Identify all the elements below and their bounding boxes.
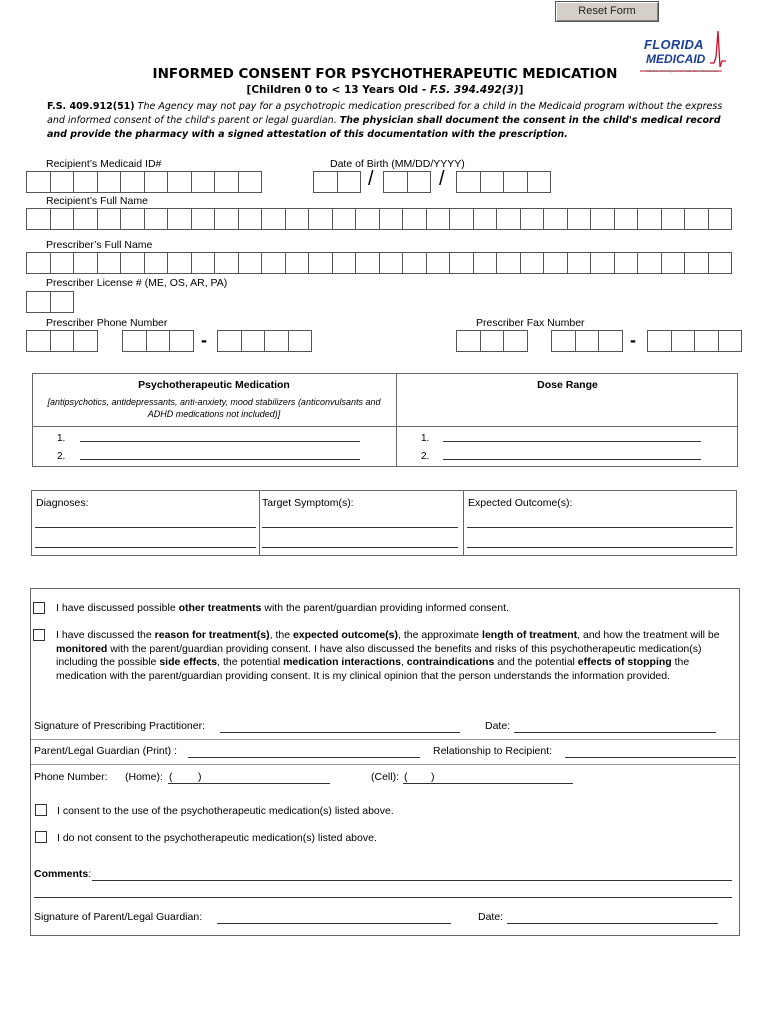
- char-box[interactable]: [308, 208, 333, 230]
- char-box[interactable]: [473, 208, 498, 230]
- char-box[interactable]: [551, 330, 576, 352]
- comments-word: Comments: [34, 868, 89, 880]
- char-box[interactable]: [191, 208, 216, 230]
- p2-o: and the potential: [494, 656, 578, 668]
- char-box[interactable]: [238, 252, 263, 274]
- fax-line-field[interactable]: [647, 330, 741, 352]
- char-box[interactable]: [614, 252, 639, 274]
- p2-b: reason for treatment(s): [154, 629, 270, 641]
- medicaid-id-label: Recipient’s Medicaid ID#: [46, 158, 162, 170]
- comments-input-1[interactable]: [92, 880, 732, 881]
- phone-label: Prescriber Phone Number: [46, 317, 168, 329]
- p2-q: the medication with the parent/guardian providing consent. It is my clinical opinion that the person understands the information provided.: [56, 656, 690, 682]
- statute-code: F.S. 409.912(51): [47, 101, 135, 112]
- char-box[interactable]: [214, 171, 239, 193]
- guardian-signature-input[interactable]: [217, 923, 451, 924]
- diagnoses-divider-1: [259, 490, 260, 556]
- char-box[interactable]: [332, 252, 357, 274]
- dose-2-input[interactable]: [443, 459, 701, 460]
- char-box[interactable]: [575, 330, 600, 352]
- char-box[interactable]: [402, 252, 427, 274]
- guardian-date-label: Date:: [478, 911, 504, 923]
- char-box[interactable]: [167, 208, 192, 230]
- char-box[interactable]: [26, 171, 51, 193]
- target-symptoms-label: Target Symptom(s):: [262, 497, 354, 509]
- char-box[interactable]: [402, 208, 427, 230]
- char-box[interactable]: [144, 208, 169, 230]
- dob-year-field[interactable]: [456, 171, 550, 193]
- p1-a: I have discussed possible: [56, 602, 179, 614]
- char-box[interactable]: [214, 208, 239, 230]
- dob-slash-1: /: [368, 168, 374, 190]
- outcome-2-input[interactable]: [467, 547, 733, 548]
- char-box[interactable]: [217, 330, 242, 352]
- p2-g: , and how the treatment will be: [577, 629, 720, 641]
- other-treatments-checkbox[interactable]: [33, 602, 45, 614]
- dose-row-1-number: 1.: [421, 433, 430, 444]
- fax-label: Prescriber Fax Number: [476, 317, 585, 329]
- diagnoses-label: Diagnoses:: [36, 497, 89, 509]
- p2-a: I have discussed the: [56, 629, 155, 641]
- license-type-field[interactable]: [26, 291, 73, 313]
- fax-prefix-field[interactable]: [551, 330, 622, 352]
- char-box[interactable]: [671, 330, 696, 352]
- divider: [31, 739, 739, 740]
- char-box[interactable]: [122, 330, 147, 352]
- char-box[interactable]: [520, 252, 545, 274]
- char-box[interactable]: [503, 330, 528, 352]
- char-box[interactable]: [241, 330, 266, 352]
- char-box[interactable]: [144, 171, 169, 193]
- p1-b: other treatments: [178, 602, 262, 614]
- subtitle-suffix: ]: [518, 84, 524, 96]
- p2-c: , the: [269, 629, 293, 641]
- p2-p: effects of stopping: [577, 656, 672, 668]
- char-box[interactable]: [214, 252, 239, 274]
- char-box[interactable]: [355, 252, 380, 274]
- home-phone-input[interactable]: [168, 783, 330, 784]
- guardian-print-input[interactable]: [188, 757, 420, 758]
- char-box[interactable]: [694, 330, 719, 352]
- char-box[interactable]: [684, 252, 709, 274]
- char-box[interactable]: [355, 208, 380, 230]
- char-box[interactable]: [456, 330, 481, 352]
- p2-n: contraindications: [406, 656, 495, 668]
- subtitle-prefix: [Children 0 to < 13 Years Old -: [246, 84, 427, 96]
- char-box[interactable]: [337, 171, 362, 193]
- char-box[interactable]: [567, 252, 592, 274]
- char-box[interactable]: [379, 208, 404, 230]
- char-box[interactable]: [26, 291, 51, 313]
- char-box[interactable]: [598, 330, 623, 352]
- full-name-field[interactable]: [26, 208, 731, 230]
- char-box[interactable]: [456, 171, 481, 193]
- phone-line-field[interactable]: [217, 330, 311, 352]
- p2-l: medication interactions: [283, 656, 401, 668]
- cell-phone-input[interactable]: [403, 783, 573, 784]
- dose-range-header: Dose Range: [537, 379, 598, 391]
- consent-no-checkbox[interactable]: [35, 831, 47, 843]
- char-box[interactable]: [285, 252, 310, 274]
- char-box[interactable]: [684, 208, 709, 230]
- char-box[interactable]: [169, 330, 194, 352]
- char-box[interactable]: [590, 208, 615, 230]
- med-row-1-number: 1.: [57, 433, 66, 444]
- comments-label: [34, 868, 91, 882]
- char-box[interactable]: [708, 252, 733, 274]
- char-box[interactable]: [261, 208, 286, 230]
- home-phone-label: (Home):: [125, 771, 163, 783]
- char-box[interactable]: [26, 252, 51, 274]
- diagnoses-divider-2: [463, 490, 464, 556]
- char-box[interactable]: [308, 252, 333, 274]
- char-box[interactable]: [288, 330, 313, 352]
- char-box[interactable]: [567, 208, 592, 230]
- statute-bold: The physician shall document the consent in the child's medical record and provide the pharmacy with a signed attestation of this documentation with the prescription.: [47, 115, 721, 140]
- dose-row-2-number: 2.: [421, 451, 430, 462]
- symptom-1-input[interactable]: [262, 527, 458, 528]
- other-treatments-text: [56, 602, 509, 616]
- char-box[interactable]: [238, 171, 263, 193]
- char-box[interactable]: [50, 171, 75, 193]
- char-box[interactable]: [543, 252, 568, 274]
- logo-tagline: A Division of the Agency for Health Care Administration: [646, 69, 720, 73]
- medicaid-id-field[interactable]: [26, 171, 261, 193]
- practitioner-date-label: Date:: [485, 720, 511, 732]
- prescriber-name-field[interactable]: [26, 252, 731, 274]
- char-box[interactable]: [718, 330, 743, 352]
- fax-dash: -: [630, 330, 636, 350]
- cell-paren-close: ): [431, 771, 435, 783]
- diagnosis-1-input[interactable]: [35, 527, 256, 528]
- page-subtitle: [0, 84, 770, 96]
- char-box[interactable]: [590, 252, 615, 274]
- char-box[interactable]: [480, 330, 505, 352]
- home-paren-open: (: [169, 771, 173, 783]
- char-box[interactable]: [647, 330, 672, 352]
- med-row-2-number: 2.: [57, 451, 66, 462]
- char-box[interactable]: [520, 208, 545, 230]
- p2-e: , the approximate: [398, 629, 483, 641]
- p1-c: with the parent/guardian providing informed consent.: [261, 602, 509, 614]
- guardian-signature-label: Signature of Parent/Legal Guardian:: [34, 911, 203, 923]
- char-box[interactable]: [496, 252, 521, 274]
- char-box[interactable]: [332, 208, 357, 230]
- treatment-discussion-text: [56, 629, 738, 683]
- char-box[interactable]: [313, 171, 338, 193]
- dob-slash-2: /: [439, 168, 445, 190]
- medication-note: [antipsychotics, antidepressants, anti-anxiety, mood stabilizers (anticonvulsants and ADHD medications not included)]: [47, 397, 381, 419]
- char-box[interactable]: [261, 252, 286, 274]
- char-box[interactable]: [191, 171, 216, 193]
- divider: [31, 764, 739, 765]
- char-box[interactable]: [449, 252, 474, 274]
- char-box[interactable]: [637, 252, 662, 274]
- char-box[interactable]: [73, 208, 98, 230]
- outcome-1-input[interactable]: [467, 527, 733, 528]
- phone-number-label: Phone Number:: [34, 771, 108, 783]
- expected-outcomes-label: Expected Outcome(s):: [468, 497, 573, 509]
- home-paren-close: ): [198, 771, 202, 783]
- relationship-input[interactable]: [565, 757, 736, 758]
- medication-1-input[interactable]: [80, 441, 360, 442]
- p2-m: ,: [400, 656, 407, 668]
- char-box[interactable]: [285, 208, 310, 230]
- char-box[interactable]: [426, 208, 451, 230]
- char-box[interactable]: [543, 208, 568, 230]
- consent-no-label: I do not consent to the psychotherapeutic medication(s) listed above.: [57, 832, 377, 844]
- medication-2-input[interactable]: [80, 459, 360, 460]
- char-box[interactable]: [661, 208, 686, 230]
- statute-italic: The Agency may not pay for a psychotropic medication prescribed for a child in the Medicaid program without the express and informed consent of the child's parent or legal guardian.: [47, 101, 723, 126]
- char-box[interactable]: [407, 171, 432, 193]
- dose-1-input[interactable]: [443, 441, 701, 442]
- practitioner-signature-input[interactable]: [220, 732, 460, 733]
- comments-input-2[interactable]: [34, 897, 732, 898]
- char-box[interactable]: [167, 252, 192, 274]
- fax-area-field[interactable]: [456, 330, 527, 352]
- cell-paren-open: (: [404, 771, 408, 783]
- char-box[interactable]: [97, 171, 122, 193]
- char-box[interactable]: [26, 330, 51, 352]
- dob-label: Date of Birth (MM/DD/YYYY): [330, 158, 465, 170]
- char-box[interactable]: [120, 252, 145, 274]
- consent-yes-label: I consent to the use of the psychotherapeutic medication(s) listed above.: [57, 805, 394, 817]
- char-box[interactable]: [383, 171, 408, 193]
- char-box[interactable]: [26, 208, 51, 230]
- guardian-date-input[interactable]: [507, 923, 718, 924]
- char-box[interactable]: [50, 252, 75, 274]
- comments-colon: :: [88, 868, 92, 880]
- char-box[interactable]: [379, 252, 404, 274]
- char-box[interactable]: [73, 171, 98, 193]
- full-name-label: Recipient’s Full Name: [46, 195, 148, 207]
- char-box[interactable]: [661, 252, 686, 274]
- p2-f: length of treatment: [482, 629, 578, 641]
- char-box[interactable]: [50, 208, 75, 230]
- p2-d: expected outcome(s): [292, 629, 398, 641]
- char-box[interactable]: [473, 252, 498, 274]
- char-box[interactable]: [167, 171, 192, 193]
- char-box[interactable]: [614, 208, 639, 230]
- practitioner-date-input[interactable]: [514, 732, 716, 733]
- practitioner-signature-label: Signature of Prescribing Practitioner:: [34, 720, 205, 732]
- license-label: Prescriber License # (ME, OS, AR, PA): [46, 277, 228, 289]
- char-box[interactable]: [527, 171, 552, 193]
- reset-form-button[interactable]: Reset Form: [555, 1, 659, 22]
- char-box[interactable]: [97, 208, 122, 230]
- char-box[interactable]: [146, 330, 171, 352]
- p2-h: monitored: [56, 642, 108, 655]
- char-box[interactable]: [426, 252, 451, 274]
- symptom-2-input[interactable]: [262, 547, 458, 548]
- page-title: INFORMED CONSENT FOR PSYCHOTHERAPEUTIC MEDICATION: [152, 66, 618, 82]
- char-box[interactable]: [120, 171, 145, 193]
- prescriber-name-label: Prescriber’s Full Name: [46, 239, 153, 251]
- char-box[interactable]: [238, 208, 263, 230]
- phone-prefix-field[interactable]: [122, 330, 193, 352]
- char-box[interactable]: [708, 208, 733, 230]
- char-box[interactable]: [264, 330, 289, 352]
- char-box[interactable]: [97, 252, 122, 274]
- cell-phone-label: (Cell):: [371, 771, 399, 783]
- dob-month-field[interactable]: [313, 171, 360, 193]
- logo-line-1: FLORIDA: [644, 37, 704, 52]
- medication-table-rule: [32, 426, 738, 427]
- char-box[interactable]: [503, 171, 528, 193]
- statute-text: [47, 100, 727, 142]
- consent-yes-checkbox[interactable]: [35, 804, 47, 816]
- char-box[interactable]: [191, 252, 216, 274]
- subtitle-statute: F.S. 394.492(3): [429, 84, 519, 96]
- char-box[interactable]: [637, 208, 662, 230]
- char-box[interactable]: [496, 208, 521, 230]
- diagnosis-2-input[interactable]: [35, 547, 256, 548]
- char-box[interactable]: [50, 291, 75, 313]
- char-box[interactable]: [73, 252, 98, 274]
- p2-j: side effects: [159, 656, 218, 668]
- relationship-label: Relationship to Recipient:: [433, 745, 553, 757]
- phone-area-field[interactable]: [26, 330, 97, 352]
- char-box[interactable]: [480, 171, 505, 193]
- logo-line-2: MEDICAID: [646, 52, 706, 66]
- p2-k: , the potential: [217, 656, 284, 668]
- p2-i: with the parent/guardian providing consent. I have also discussed the benefits and risks of this psychotherapeutic medication(s) including the possible: [56, 642, 702, 668]
- char-box[interactable]: [120, 208, 145, 230]
- reason-for-treatment-checkbox[interactable]: [33, 629, 45, 641]
- char-box[interactable]: [449, 208, 474, 230]
- char-box[interactable]: [50, 330, 75, 352]
- guardian-print-label: Parent/Legal Guardian (Print) :: [34, 745, 177, 757]
- phone-dash: -: [201, 330, 207, 350]
- char-box[interactable]: [73, 330, 98, 352]
- char-box[interactable]: [144, 252, 169, 274]
- medication-header: Psychotherapeutic Medication: [138, 379, 290, 391]
- dob-day-field[interactable]: [383, 171, 430, 193]
